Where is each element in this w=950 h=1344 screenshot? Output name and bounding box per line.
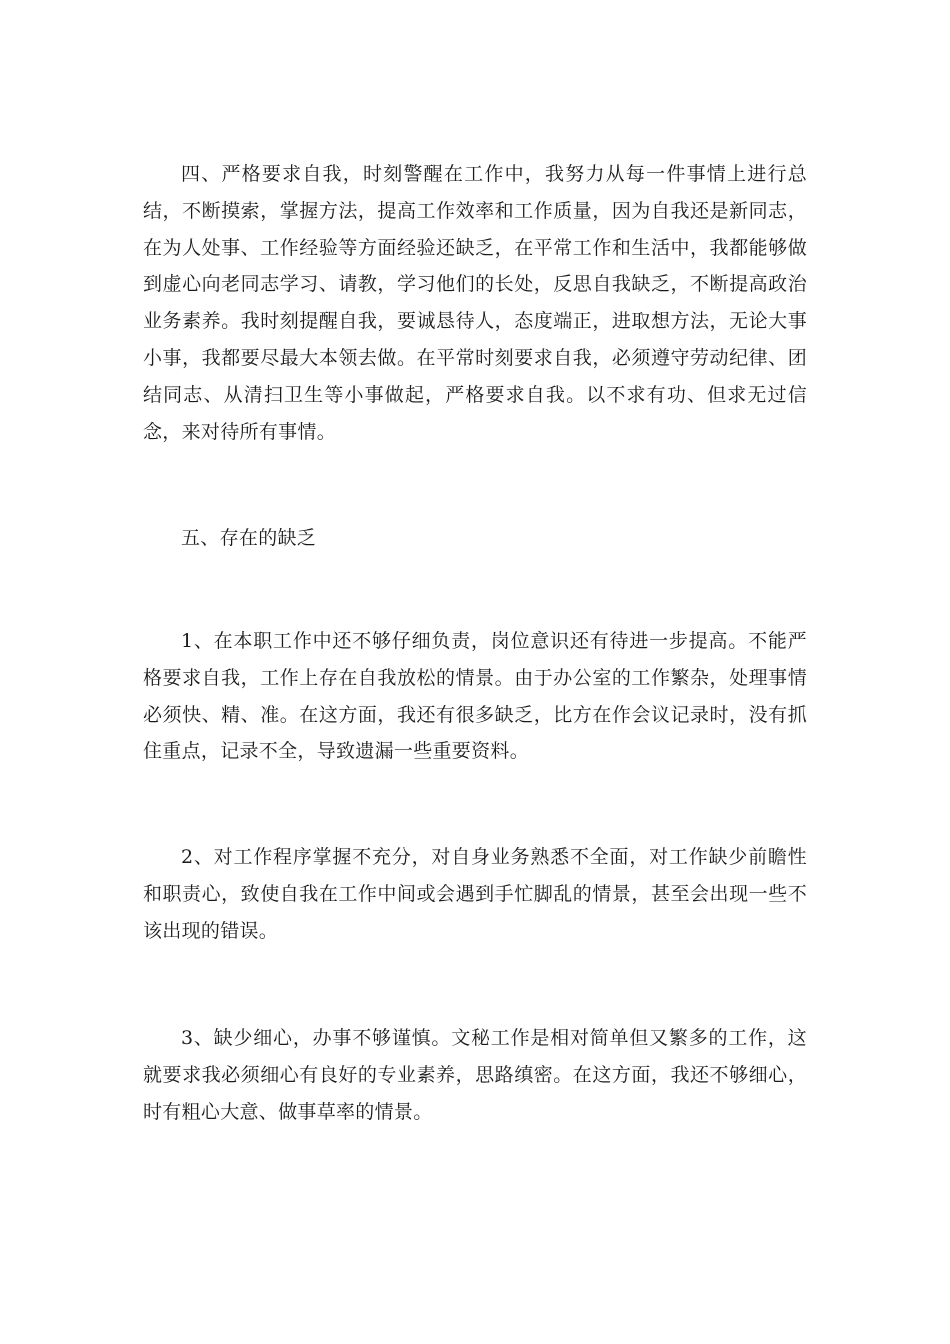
paragraph-self-discipline: 四、严格要求自我，时刻警醒在工作中，我努力从每一件事情上进行总结，不断摸索，掌握方法，提高工作效率和工作质量，因为自我还是新同志，在为人处事、工作经验等方面经验还缺乏，在平常工作和生活中，我都能够做到虚心向老同志学习、请教，学习他们的长处，反思自我缺乏，不断提高政治业务素养。我时刻提醒自我，要诚恳待人，态度端正，进取想方法，无论大事小事，我都要尽最大本领去做。在平常时刻要求自我，必须遵守劳动纪律、团结同志、从清扫卫生等小事做起，严格要求自我。以不求有功、但求无过信念，来对待所有事情。 — [143, 163, 807, 443]
paragraph-shortcoming-2: 2、对工作程序掌握不充分，对自身业务熟悉不全面，对工作缺少前瞻性和职责心，致使自我在工作中间或会遇到手忙脚乱的情景，甚至会出现一些不该出现的错误。 — [143, 846, 807, 942]
paragraph-shortcoming-1: 1、在本职工作中还不够仔细负责，岗位意识还有待进一步提高。不能严格要求自我，工作上存在自我放松的情景。由于办公室的工作繁杂，处理事情必须快、精、准。在这方面，我还有很多缺乏，比方在作会议记录时，没有抓住重点，记录不全，导致遗漏一些重要资料。 — [143, 630, 807, 763]
paragraph-shortcoming-3: 3、缺少细心，办事不够谨慎。文秘工作是相对简单但又繁多的工作，这就要求我必须细心有良好的专业素养，思路缜密。在这方面，我还不够细心，时有粗心大意、做事草率的情景。 — [143, 1027, 807, 1123]
section-heading-shortcomings: 五、存在的缺乏 — [181, 527, 317, 549]
